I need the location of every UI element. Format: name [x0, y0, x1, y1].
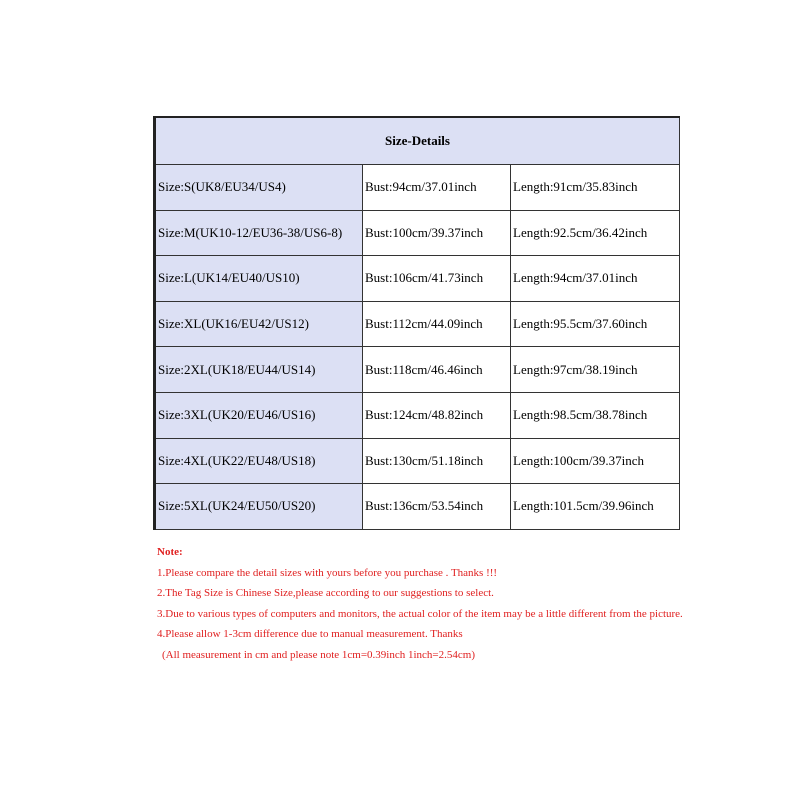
- note-line-1: 1.Please compare the detail sizes with yours before you purchase . Thanks !!!: [157, 566, 498, 579]
- size-cell: Size:M(UK10-12/EU36-38/US6-8): [155, 210, 363, 256]
- length-cell: Length:94cm/37.01inch: [511, 256, 680, 302]
- table-body: [155, 165, 680, 530]
- size-cell: Size:3XL(UK20/EU46/US16): [155, 392, 363, 438]
- table-row: [155, 438, 680, 484]
- table-row: [155, 165, 680, 211]
- bust-cell: Bust:130cm/51.18inch: [363, 438, 511, 484]
- length-cell: Length:92.5cm/36.42inch: [511, 210, 680, 256]
- length-cell: Length:101.5cm/39.96inch: [511, 484, 680, 530]
- table-header-row: [155, 117, 680, 165]
- note-line-4: 4.Please allow 1-3cm difference due to manual measurement. Thanks: [157, 628, 463, 641]
- bust-cell: Bust:112cm/44.09inch: [363, 301, 511, 347]
- table-row: [155, 301, 680, 347]
- size-cell: Size:L(UK14/EU40/US10): [155, 256, 363, 302]
- table-row: [155, 347, 680, 393]
- table-row: [155, 484, 680, 530]
- table-title: Size-Details: [155, 117, 680, 165]
- length-cell: Length:95.5cm/37.60inch: [511, 301, 680, 347]
- length-cell: Length:98.5cm/38.78inch: [511, 392, 680, 438]
- size-details-table: [153, 116, 680, 530]
- bust-cell: Bust:124cm/48.82inch: [363, 392, 511, 438]
- table-row: [155, 210, 680, 256]
- note-line-3: 3.Due to various types of computers and monitors, the actual color of the item may be a little different from the picture.: [157, 607, 683, 620]
- size-cell: Size:2XL(UK18/EU44/US14): [155, 347, 363, 393]
- table-row: [155, 392, 680, 438]
- bust-cell: Bust:94cm/37.01inch: [363, 165, 511, 211]
- length-cell: Length:100cm/39.37inch: [511, 438, 680, 484]
- size-cell: Size:XL(UK16/EU42/US12): [155, 301, 363, 347]
- bust-cell: Bust:136cm/53.54inch: [363, 484, 511, 530]
- bust-cell: Bust:118cm/46.46inch: [363, 347, 511, 393]
- table-row: [155, 256, 680, 302]
- notes-title: Note:: [157, 546, 183, 558]
- bust-cell: Bust:106cm/41.73inch: [363, 256, 511, 302]
- bust-cell: Bust:100cm/39.37inch: [363, 210, 511, 256]
- size-cell: Size:4XL(UK22/EU48/US18): [155, 438, 363, 484]
- size-cell: Size:5XL(UK24/EU50/US20): [155, 484, 363, 530]
- notes-section: [157, 542, 683, 666]
- note-line-2: 2.The Tag Size is Chinese Size,please according to our suggestions to select.: [157, 587, 494, 600]
- note-line-5: (All measurement in cm and please note 1cm=0.39inch 1inch=2.54cm): [162, 648, 475, 661]
- length-cell: Length:97cm/38.19inch: [511, 347, 680, 393]
- length-cell: Length:91cm/35.83inch: [511, 165, 680, 211]
- size-cell: Size:S(UK8/EU34/US4): [155, 165, 363, 211]
